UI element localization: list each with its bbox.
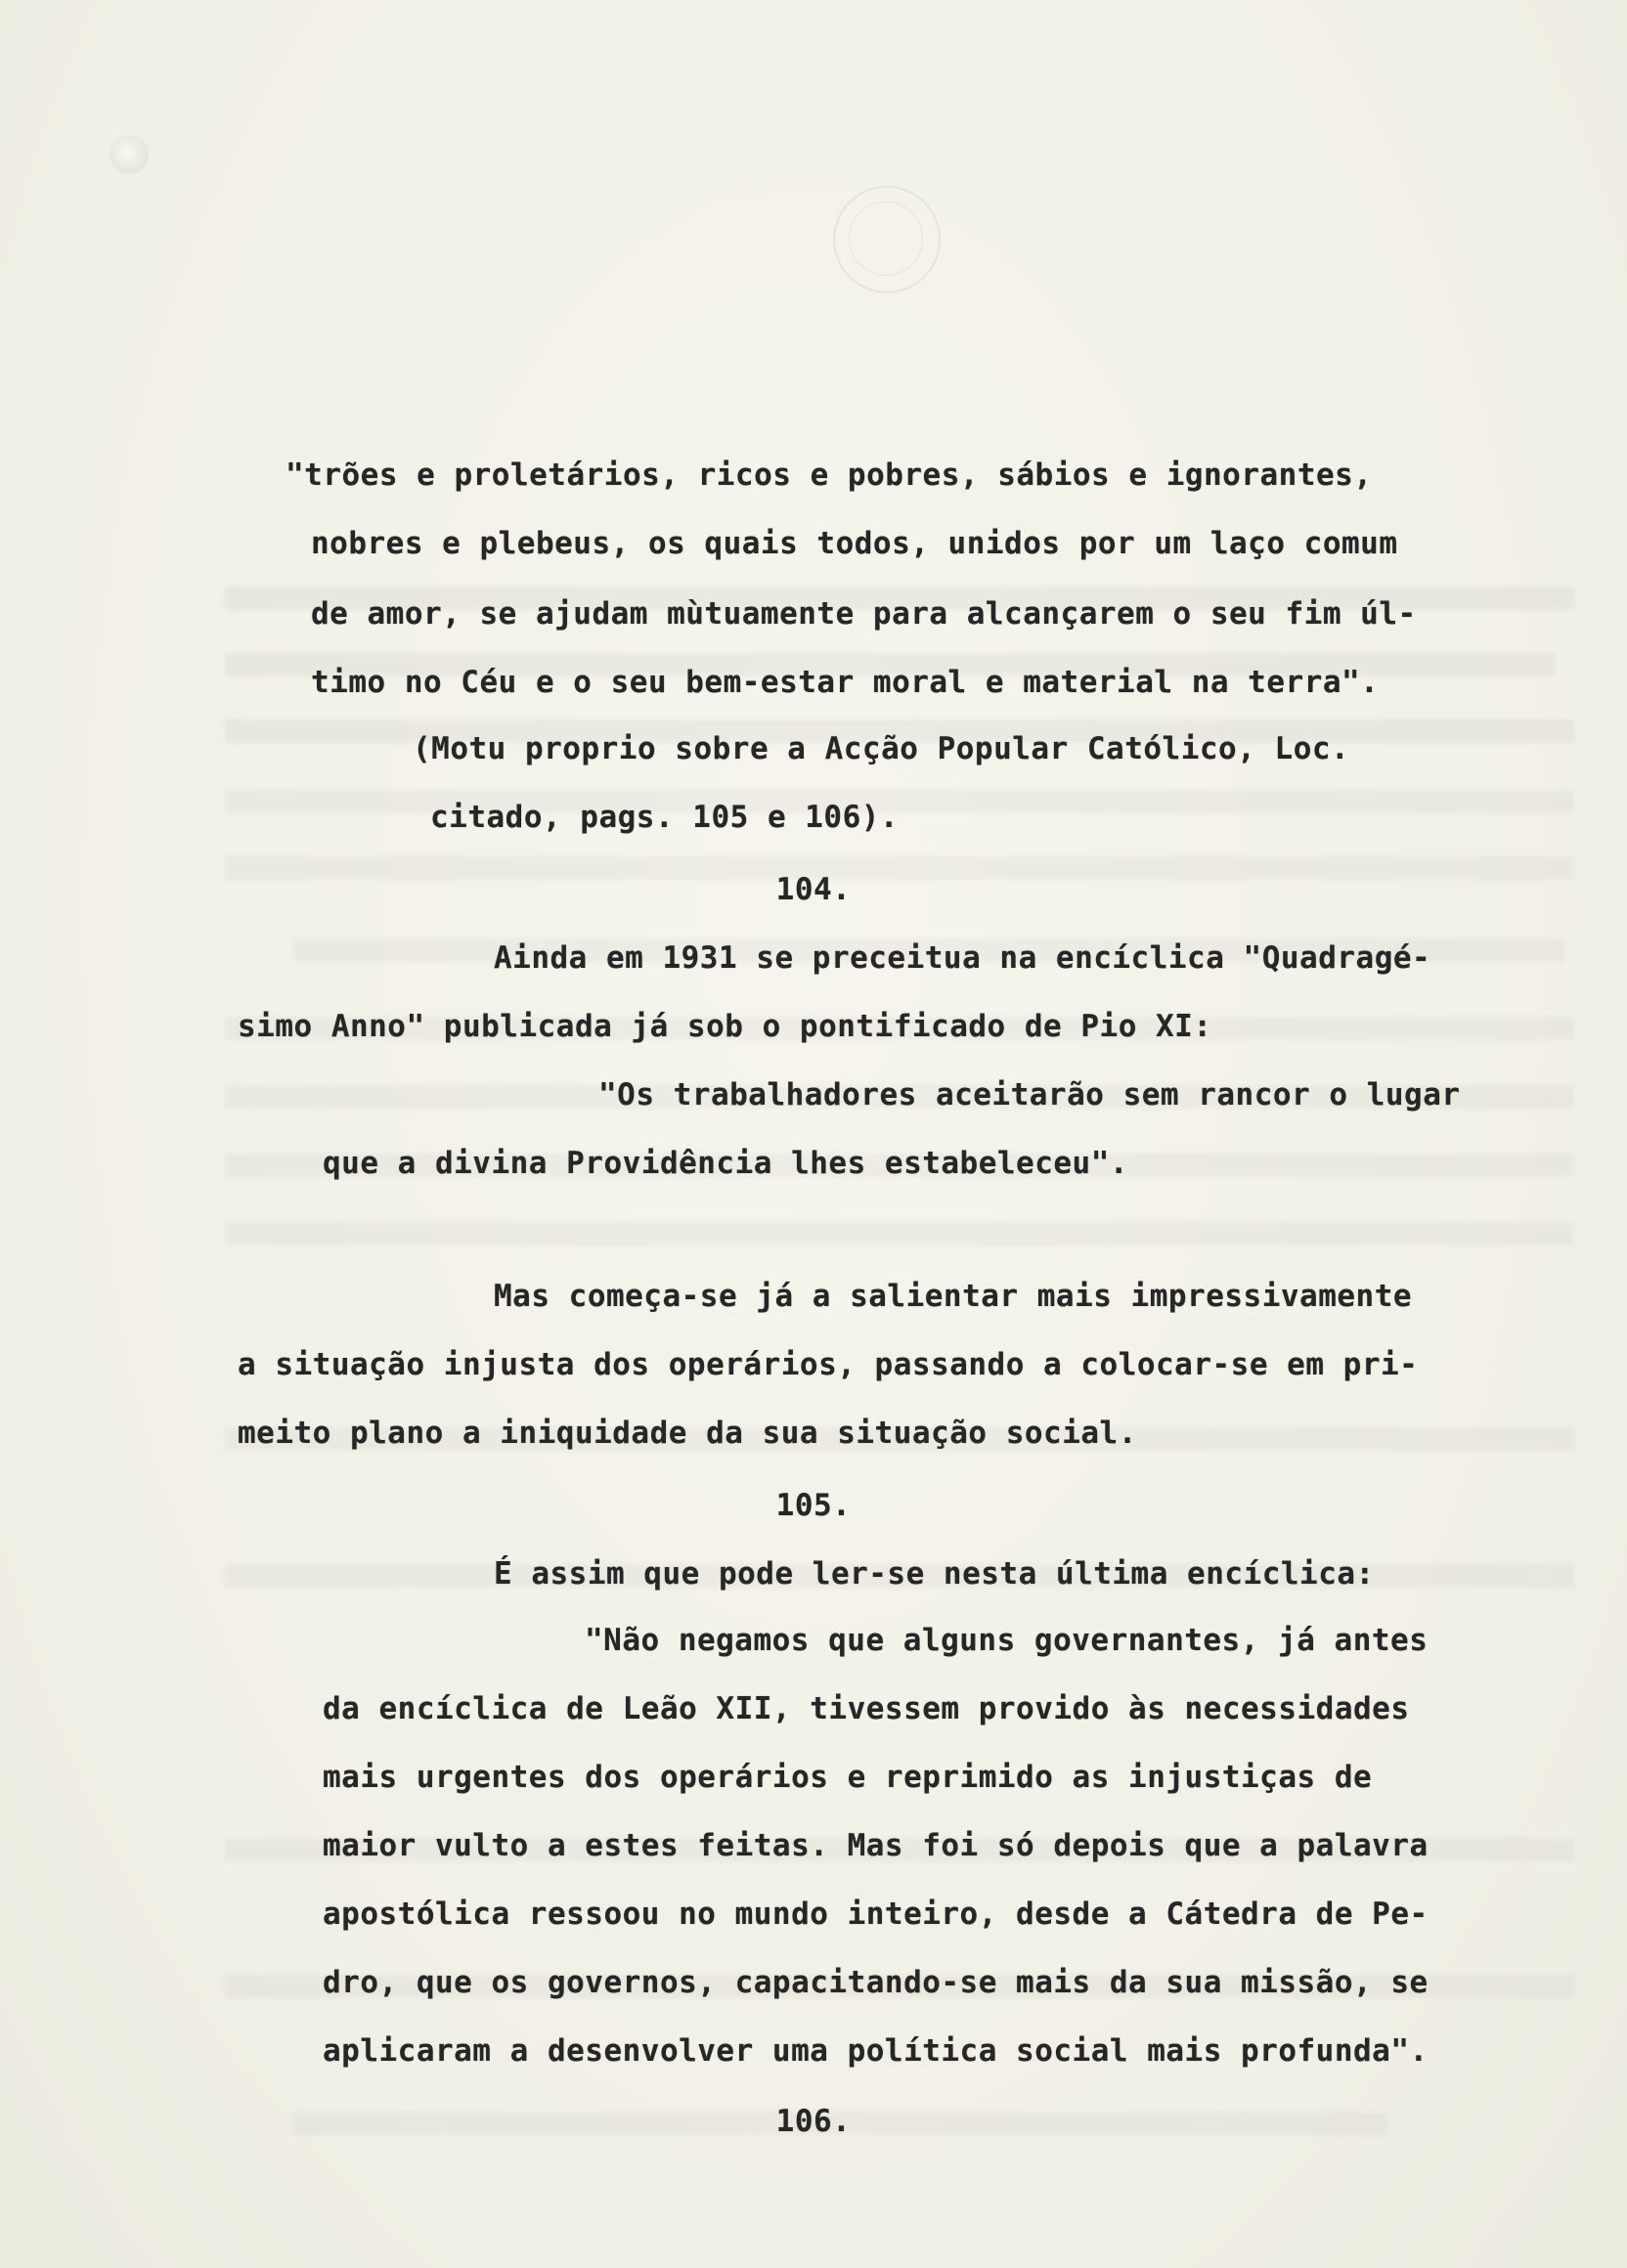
faint-stamp-mark [833, 186, 941, 293]
bleed-through-line [225, 1222, 1574, 1245]
text-line: nobres e plebeus, os quais todos, unidos por um laço comum [311, 526, 1398, 561]
paragraph-number: 106. [775, 2104, 852, 2139]
quote-line: apostólica ressoou no mundo inteiro, desde a Cátedra de Pe- [323, 1897, 1429, 1932]
quote-line: "Os trabalhadores aceitarão sem rancor o lugar [598, 1077, 1461, 1112]
text-line: timo no Céu e o seu bem-estar moral e material na terra". [311, 665, 1380, 700]
quote-line: "Não negamos que alguns governantes, já antes [585, 1623, 1429, 1658]
quote-line: da encíclica de Leão XII, tivessem provido às necessidades [323, 1691, 1410, 1726]
text-line: simo Anno" publicada já sob o pontificado de Pio XI: [238, 1009, 1212, 1044]
text-line: Ainda em 1931 se preceitua na encíclica "Quadragé- [494, 940, 1431, 976]
text-line: de amor, se ajudam mùtuamente para alcançarem o seu fim úl- [311, 596, 1417, 632]
quote-line: maior vulto a estes feitas. Mas foi só depois que a palavra [323, 1828, 1429, 1863]
quote-line: aplicaram a desenvolver uma política social mais profunda". [323, 2033, 1429, 2069]
text-line: meito plano a iniquidade da sua situação social. [238, 1416, 1137, 1451]
punch-hole-mark [110, 135, 149, 174]
text-line: Mas começa-se já a salientar mais impressivamente [494, 1279, 1413, 1314]
citation-line: (Motu proprio sobre a Acção Popular Católico, Loc. [413, 731, 1350, 766]
paragraph-number: 104. [775, 872, 852, 907]
text-line: "trões e proletários, ricos e pobres, sábios e ignorantes, [286, 458, 1373, 493]
quote-line: que a divina Providência lhes estabeleceu". [323, 1146, 1129, 1181]
text-line: É assim que pode ler-se nesta última encíclica: [494, 1556, 1375, 1592]
quote-line: mais urgentes dos operários e reprimido as injustiças de [323, 1760, 1373, 1795]
bleed-through-line [225, 790, 1574, 813]
citation-line: citado, pags. 105 e 106). [430, 800, 900, 835]
quote-line: dro, que os governos, capacitando-se mais da sua missão, se [323, 1965, 1429, 2000]
paragraph-number: 105. [775, 1488, 852, 1523]
text-line: a situação injusta dos operários, passando a colocar-se em pri- [238, 1347, 1419, 1382]
